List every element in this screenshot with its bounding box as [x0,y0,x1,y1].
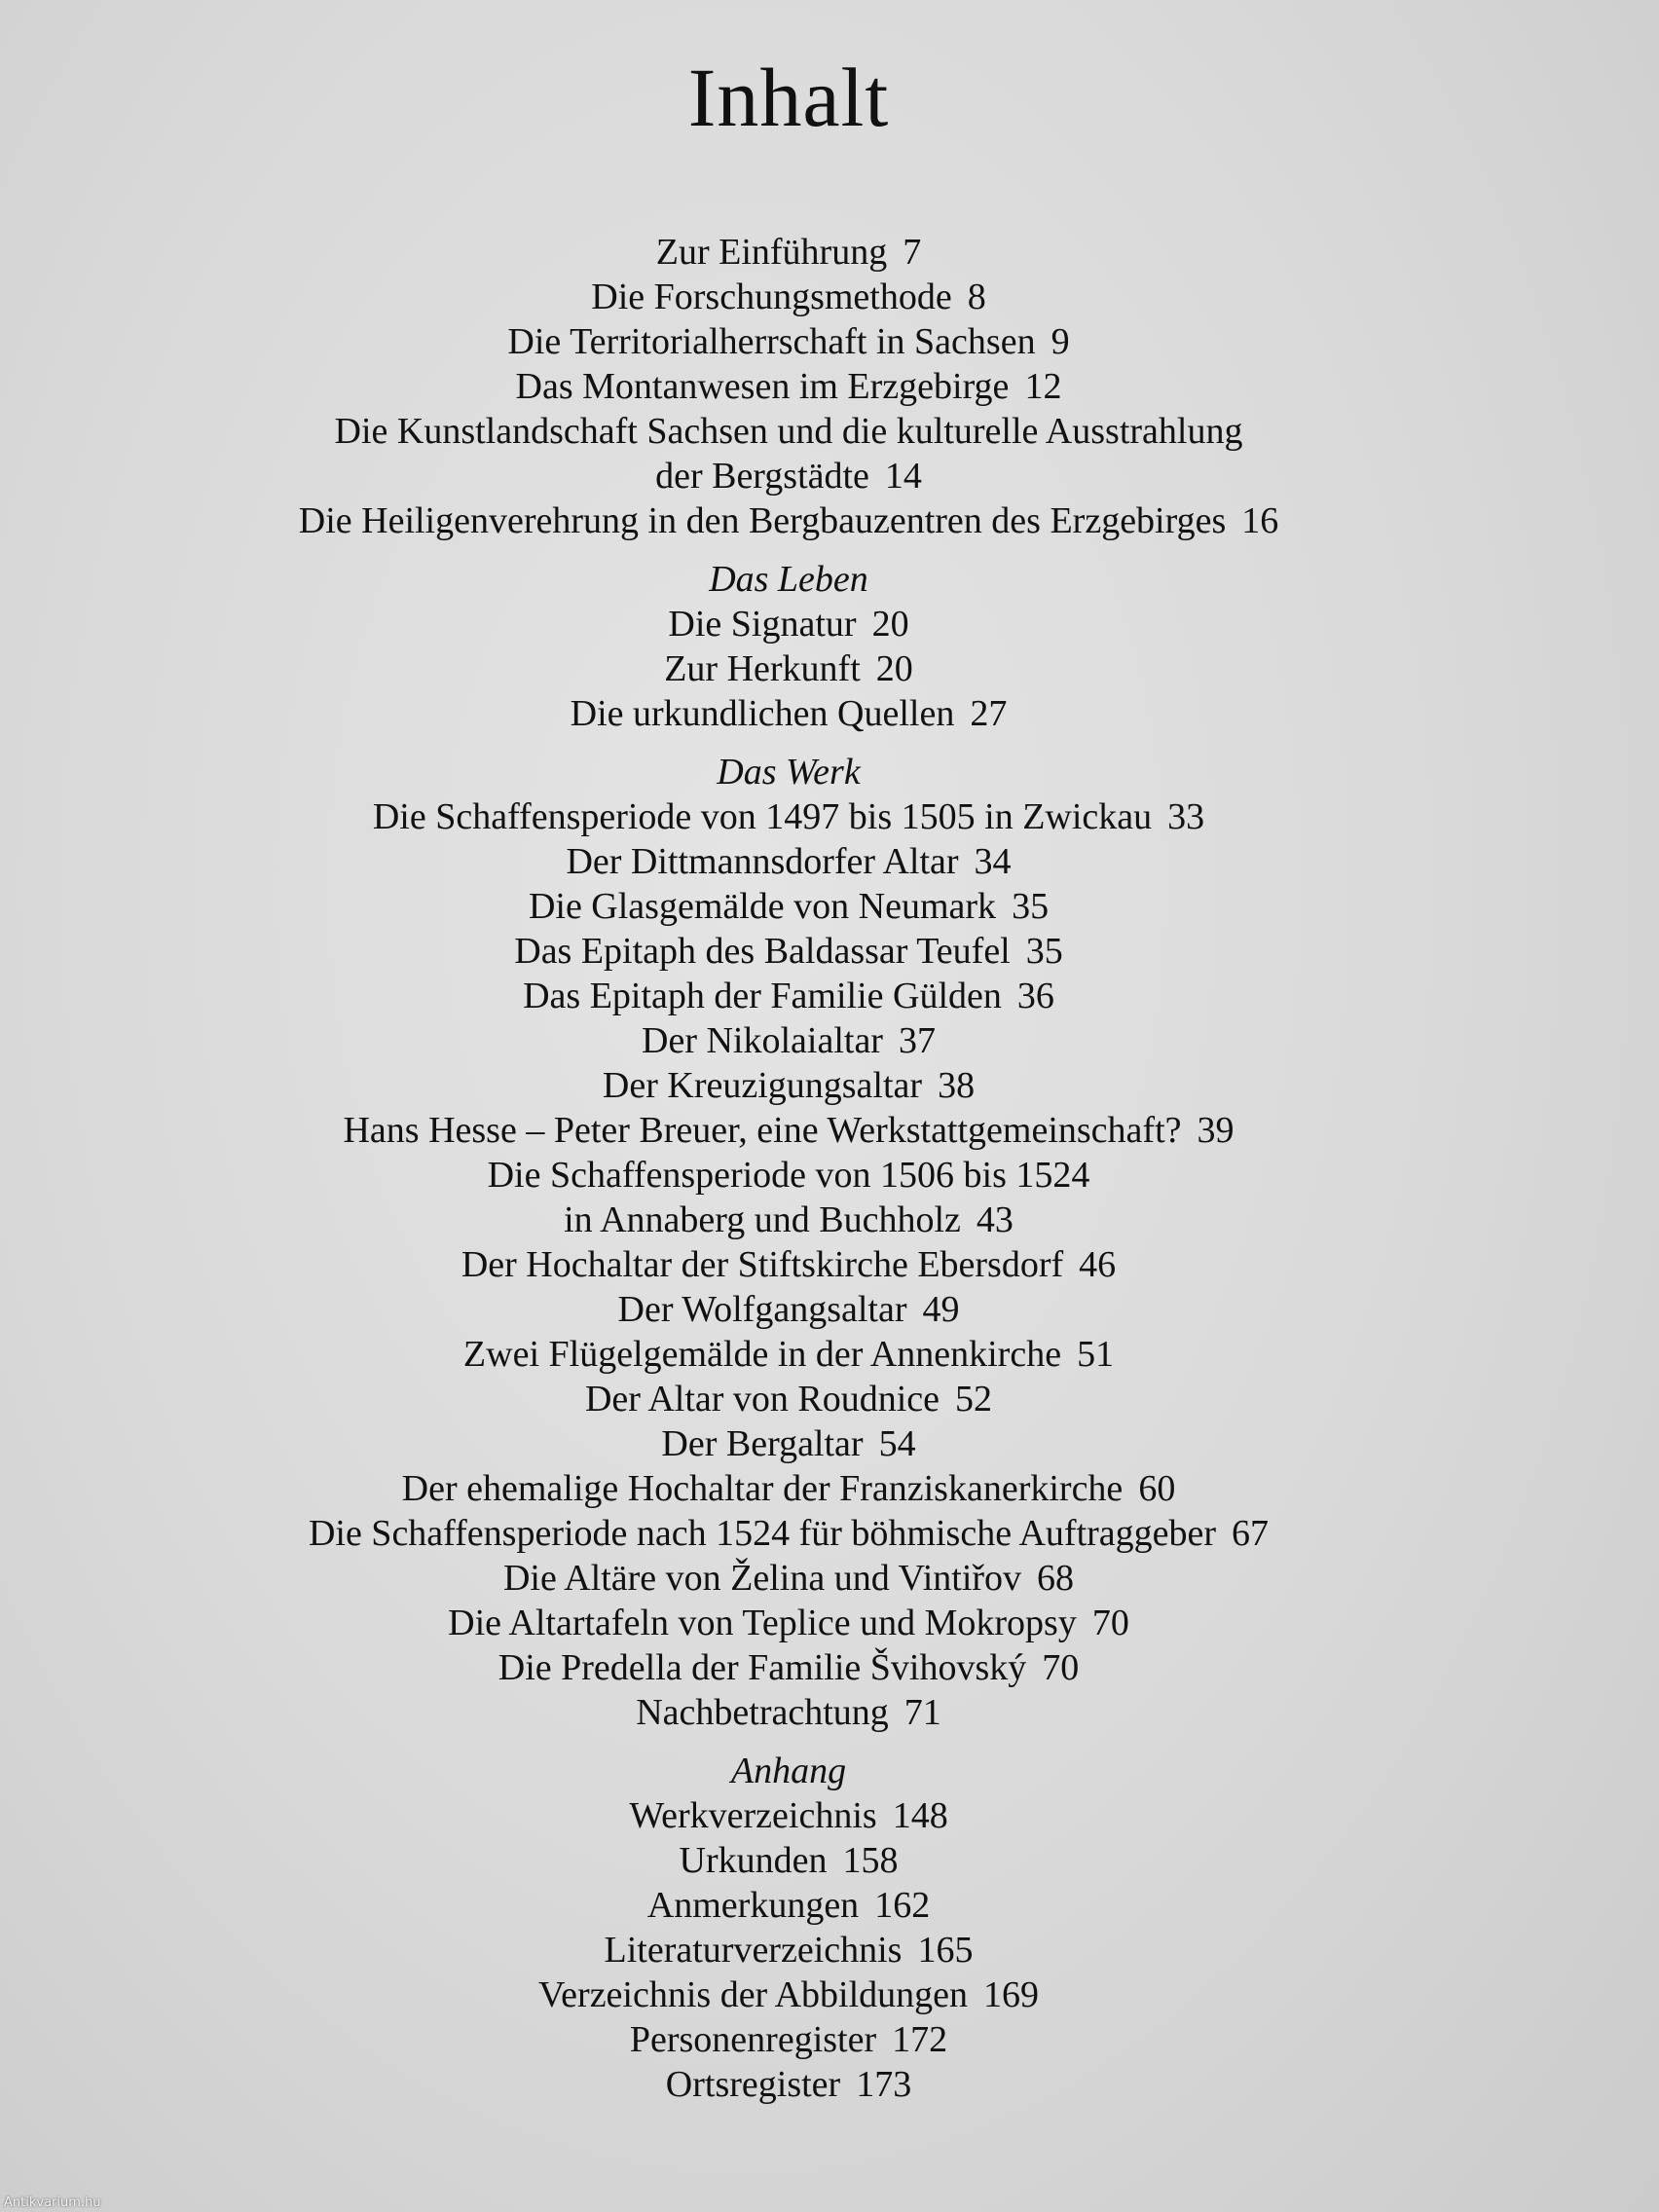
toc-entry [0,2062,1577,2107]
toc-entry [0,691,1577,736]
entry-page: 20 [871,604,909,645]
toc-entry [0,1287,1577,1332]
toc-entry [0,1421,1577,1466]
entry-title: Die Schaffensperiode nach 1524 für böhmische Auftraggeber [308,1513,1217,1554]
entry-title: Der Hochaltar der Stiftskirche Ebersdorf [461,1244,1064,1285]
entry-page: 169 [983,1974,1040,2015]
entry-page: 162 [874,1885,931,1926]
entry-title: Die Forschungsmethode [591,276,952,317]
entry-title: Personenregister [629,2019,877,2060]
entry-title: Anmerkungen [646,1885,860,1926]
entry-title: Literaturverzeichnis [604,1930,903,1971]
toc-entry [0,1690,1577,1735]
entry-title: Der Altar von Roudnice [584,1379,940,1419]
entry-title: Der Nikolaialtar [642,1020,883,1061]
entry-page: 173 [856,2064,912,2105]
entry-title: Das Epitaph der Familie Gülden [523,976,1002,1016]
entry-page: 148 [892,1795,948,1836]
entry-page: 7 [903,232,922,273]
toc-entry [0,1153,1577,1198]
entry-title: Die Heiligenverehrung in den Bergbauzentren des Erzgebirges [298,500,1227,541]
toc-entry [0,1108,1577,1153]
entry-page: 165 [917,1930,974,1971]
entry-page: 27 [970,693,1008,734]
entry-title: Der Bergaltar [661,1423,864,1464]
entry-title: Das Epitaph des Baldassar Teufel [514,931,1011,972]
toc-entry [0,1645,1577,1690]
section-heading: Das Werk [717,752,861,793]
toc-entry [0,646,1577,691]
table-of-contents [0,230,1577,2107]
toc-entry [0,319,1577,364]
toc-entry [0,454,1577,498]
entry-title: Die Schaffensperiode von 1497 bis 1505 in Zwickau [372,796,1153,837]
entry-title: Die Schaffensperiode von 1506 bis 1524 [487,1155,1090,1196]
toc-entry [0,1601,1577,1645]
entry-page: 35 [1025,931,1063,972]
toc-entry [0,1198,1577,1242]
entry-page: 67 [1232,1513,1270,1554]
toc-entry [0,275,1577,319]
toc-entry [0,1063,1577,1108]
entry-title: Werkverzeichnis [629,1795,877,1836]
entry-title: der Bergstädte [655,456,869,497]
entry-page: 54 [878,1423,916,1464]
entry-page: 70 [1042,1647,1080,1688]
toc-entry [0,409,1577,454]
entry-page: 60 [1138,1468,1176,1509]
entry-title: Zur Einführung [655,232,888,273]
entry-title: Urkunden [679,1840,828,1881]
entry-page: 39 [1197,1110,1235,1151]
toc-entry [0,1377,1577,1421]
entry-page: 34 [974,841,1012,882]
toc-entry [0,1556,1577,1601]
entry-page: 36 [1016,976,1054,1016]
entry-page: 37 [898,1020,936,1061]
entry-page: 70 [1091,1603,1129,1643]
toc-entry [0,1466,1577,1511]
intro-entries [0,230,1577,543]
entry-title: Der Kreuzigungsaltar [602,1065,923,1106]
toc-entry [0,1883,1577,1928]
entry-title: Die Glasgemälde von Neumark [528,886,997,927]
entry-page: 68 [1037,1558,1075,1599]
entry-page: 33 [1167,796,1205,837]
entry-page: 52 [955,1379,993,1419]
entry-title: Die Altartafeln von Teplice und Mokropsy [448,1603,1077,1643]
section-heading: Das Leben [709,559,868,600]
entry-title: Verzeichnis der Abbildungen [537,1974,969,2015]
entry-page: 35 [1012,886,1050,927]
toc-entry [0,1972,1577,2017]
section-werk [0,750,1577,1735]
entry-page: 172 [892,2019,948,2060]
entry-title: Die Territorialherrschaft in Sachsen [507,321,1036,362]
toc-entry [0,884,1577,929]
entry-page: 8 [967,276,986,317]
toc-entry [0,2017,1577,2062]
watermark: Antikvarium.hu [4,2195,101,2210]
page-title: Inhalt [687,51,890,144]
section-anhang [0,1749,1577,2107]
entry-page: 71 [903,1692,941,1733]
toc-entry [0,1511,1577,1556]
entry-page: 46 [1079,1244,1117,1285]
entry-title: Nachbetrachtung [636,1692,889,1733]
entry-page: 20 [875,648,913,689]
toc-entry [0,929,1577,974]
toc-entry [0,230,1577,275]
entry-page: 9 [1051,321,1070,362]
entry-title: Hans Hesse – Peter Breuer, eine Werkstattgemeinschaft? [343,1110,1182,1151]
entry-page: 16 [1241,500,1279,541]
toc-entry [0,974,1577,1018]
toc-entry [0,1242,1577,1287]
entry-title: Zur Herkunft [664,648,861,689]
section-leben [0,557,1577,736]
toc-entry [0,839,1577,884]
entry-title: Die Kunstlandschaft Sachsen und die kulturelle Ausstrahlung [334,411,1243,452]
toc-entry [0,364,1577,409]
entry-title: Die Signatur [668,604,857,645]
toc-entry [0,1928,1577,1972]
entry-page: 38 [938,1065,976,1106]
toc-entry [0,498,1577,543]
toc-entry [0,602,1577,646]
entry-page: 14 [884,456,922,497]
toc-entry [0,1793,1577,1838]
entry-title: Der Wolfgangsaltar [617,1289,907,1330]
entry-title: Die Altäre von Želina und Vintiřov [502,1558,1022,1599]
toc-entry [0,1018,1577,1063]
section-heading: Anhang [730,1751,847,1791]
entry-page: 49 [922,1289,960,1330]
entry-title: Der ehemalige Hochaltar der Franziskanerkirche [401,1468,1124,1509]
toc-entry [0,794,1577,839]
entry-page: 158 [842,1840,899,1881]
entry-page: 43 [976,1199,1014,1240]
entry-page: 51 [1077,1334,1115,1375]
entry-title: Die urkundlichen Quellen [570,693,955,734]
toc-entry [0,1332,1577,1377]
toc-entry [0,1838,1577,1883]
entry-title: Ortsregister [665,2064,841,2105]
entry-title: in Annaberg und Buchholz [564,1199,961,1240]
entry-page: 12 [1024,366,1062,407]
entry-title: Die Predella der Familie Švihovský [498,1647,1027,1688]
entry-title: Zwei Flügelgemälde in der Annenkirche [462,1334,1062,1375]
entry-title: Das Montanwesen im Erzgebirge [515,366,1010,407]
entry-title: Der Dittmannsdorfer Altar [566,841,959,882]
